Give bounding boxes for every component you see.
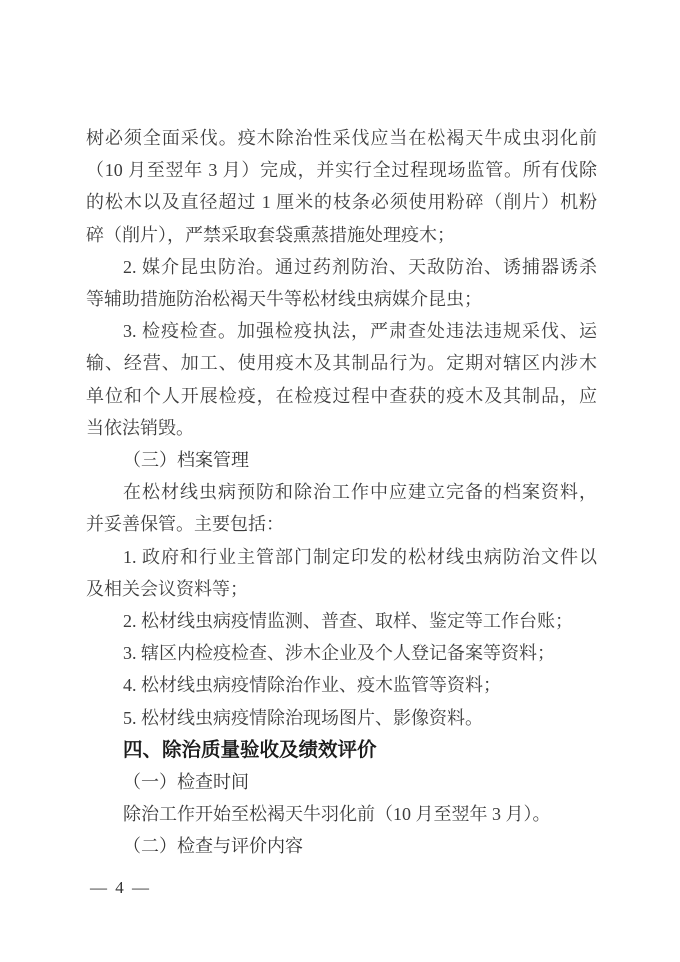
text-line: 等辅助措施防治松褐天牛等松材线虫病媒介昆虫； (86, 289, 482, 310)
section-heading: （一）检查时间 (123, 772, 249, 793)
list-item: 3. 辖区内检疫检查、涉木企业及个人登记备案等资料； (123, 643, 555, 664)
text-line: 输、经营、加工、使用疫木及其制品行为。定期对辖区内涉木 (86, 353, 597, 374)
document-body (86, 122, 597, 863)
page-number: — 4 — (90, 878, 151, 897)
text-line: 树必须全面采伐。疫木除治性采伐应当在松褐天牛成虫羽化前 (86, 128, 597, 148)
text-line: 及相关会议资料等； (86, 578, 248, 599)
text-line: 碎（削片），严禁采取套袋熏蒸措施处理疫木； (86, 224, 455, 245)
list-item: 2. 松材线虫病疫情监测、普查、取样、鉴定等工作台账； (123, 611, 573, 632)
text-line: （10 月至翌年 3 月）完成，并实行全过程现场监管。所有伐除 (86, 160, 597, 181)
section-heading: （二）检查与评价内容 (123, 836, 303, 857)
section-heading: （三）档案管理 (123, 450, 249, 471)
text-line: 单位和个人开展检疫，在检疫过程中查获的疫木及其制品，应 (86, 385, 597, 406)
list-item: 1. 政府和行业主管部门制定印发的松材线虫病防治文件以 (123, 546, 597, 567)
text-line: 除治工作开始至松褐天牛羽化前（10 月至翌年 3 月）。 (123, 804, 551, 825)
list-item: 2. 媒介昆虫防治。通过药剂防治、天敌防治、诱捕器诱杀 (123, 256, 597, 277)
list-item: 3. 检疫检查。加强检疫执法，严肃查处违法违规采伐、运 (123, 321, 597, 342)
text-line: 在松材线虫病预防和除治工作中应建立完备的档案资料， (123, 482, 597, 503)
text-line: 当依法销毁。 (86, 417, 194, 438)
list-item: 5. 松材线虫病疫情除治现场图片、影像资料。 (123, 707, 483, 728)
chapter-heading: 四、除治质量验收及绩效评价 (123, 738, 377, 761)
text-line: 的松木以及直径超过 1 厘米的枝条必须使用粉碎（削片）机粉 (86, 192, 597, 213)
list-item: 4. 松材线虫病疫情除治作业、疫木监管等资料； (123, 675, 501, 696)
text-line: 并妥善保管。主要包括： (86, 514, 284, 535)
